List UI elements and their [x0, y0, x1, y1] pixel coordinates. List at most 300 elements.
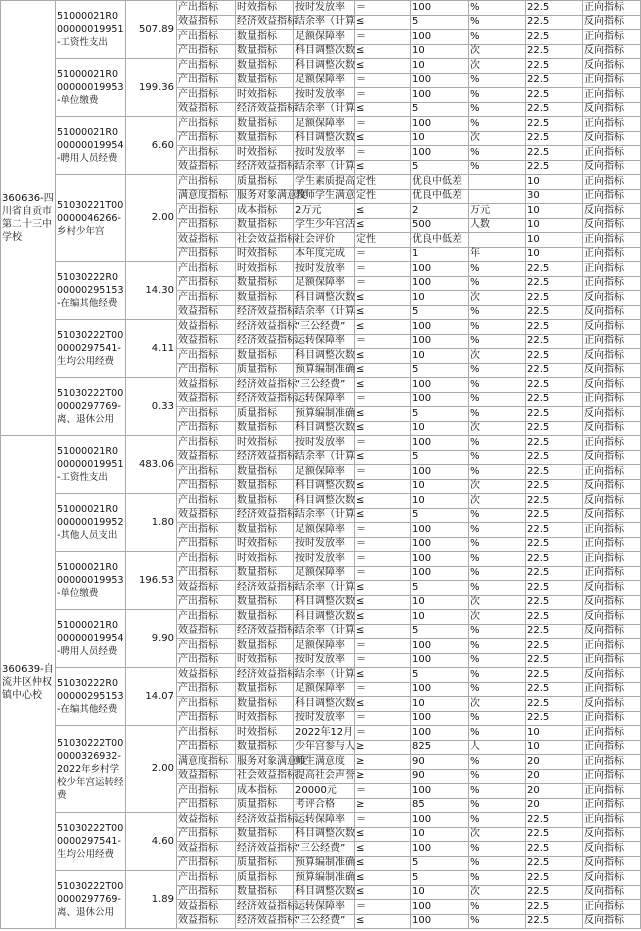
unit-cell: %	[469, 73, 526, 88]
target-value-cell: 100	[411, 726, 469, 741]
target-value-cell: 10	[411, 885, 469, 900]
operator-cell: ＝	[355, 639, 411, 654]
direction-cell: 正向指标	[583, 653, 641, 668]
indicator-level2-cell: 数量指标	[236, 465, 294, 480]
indicator-level1-cell: 产出指标	[177, 711, 236, 726]
indicator-level2-cell: 数量指标	[236, 44, 294, 59]
indicator-level1-cell: 产出指标	[177, 1, 236, 16]
project-amount-cell: 9.90	[126, 610, 177, 668]
weight-cell: 22.5	[526, 44, 583, 59]
indicator-level2-cell: 时效指标	[236, 653, 294, 668]
weight-cell: 22.5	[526, 436, 583, 451]
project-name-cell: 51000021R000000019954-聘用人员经费	[56, 117, 126, 175]
indicator-level2-cell: 经济效益指标	[236, 334, 294, 349]
unit-cell: 次	[469, 349, 526, 364]
unit-cell: 人数	[469, 218, 526, 233]
target-value-cell: 100	[411, 320, 469, 335]
indicator-level2-cell: 数量指标	[236, 740, 294, 755]
indicator-name-cell: 运转保障率	[294, 392, 355, 407]
indicator-name-cell: 科目调整次数	[294, 479, 355, 494]
operator-cell: ＝	[355, 262, 411, 277]
operator-cell: ≤	[355, 349, 411, 364]
target-value-cell: 5	[411, 363, 469, 378]
indicator-name-cell: 按时发放率	[294, 552, 355, 567]
indicator-name-cell: 结余率（计算	[294, 450, 355, 465]
indicator-level1-cell: 满意度指标	[177, 189, 236, 204]
indicator-name-cell: 足额保障率	[294, 276, 355, 291]
indicator-level1-cell: 产出指标	[177, 73, 236, 88]
project-amount-cell: 1.80	[126, 494, 177, 552]
target-value-cell: 5	[411, 871, 469, 886]
operator-cell: ≤	[355, 450, 411, 465]
indicator-level2-cell: 数量指标	[236, 59, 294, 74]
indicator-level2-cell: 数量指标	[236, 494, 294, 509]
direction-cell: 反向指标	[583, 479, 641, 494]
target-value-cell: 100	[411, 465, 469, 480]
indicator-level2-cell: 质量指标	[236, 856, 294, 871]
target-value-cell: 10	[411, 421, 469, 436]
unit-cell	[469, 189, 526, 204]
target-value-cell: 100	[411, 813, 469, 828]
indicator-name-cell: 结余率（计算	[294, 15, 355, 30]
indicator-name-cell: 2万元	[294, 204, 355, 219]
indicator-name-cell: 按时发放率	[294, 146, 355, 161]
unit-cell: 次	[469, 131, 526, 146]
direction-cell: 反向指标	[583, 421, 641, 436]
weight-cell: 10	[526, 247, 583, 262]
indicator-level1-cell: 效益指标	[177, 842, 236, 857]
direction-cell: 正向指标	[583, 88, 641, 103]
operator-cell: ≤	[355, 610, 411, 625]
unit-cell: %	[469, 813, 526, 828]
project-name-cell: 51030222T000000297541-生均公用经费	[56, 813, 126, 871]
unit-cell: %	[469, 117, 526, 132]
indicator-name-cell: “三公经费”	[294, 378, 355, 393]
target-value-cell: 5	[411, 160, 469, 175]
target-value-cell: 100	[411, 900, 469, 915]
indicator-level1-cell: 产出指标	[177, 523, 236, 538]
indicator-level1-cell: 产出指标	[177, 697, 236, 712]
project-name-cell: 51000021R000000019951-工资性支出	[56, 1, 126, 59]
unit-cell: %	[469, 581, 526, 596]
indicator-level1-cell: 效益指标	[177, 668, 236, 683]
project-name-cell: 51030222T000000297769-离、退休公用	[56, 871, 126, 929]
direction-cell: 正向指标	[583, 30, 641, 45]
weight-cell: 22.5	[526, 421, 583, 436]
target-value-cell: 10	[411, 697, 469, 712]
indicator-level1-cell: 产出指标	[177, 871, 236, 886]
direction-cell: 正向指标	[583, 726, 641, 741]
direction-cell: 正向指标	[583, 436, 641, 451]
indicator-name-cell: 足额保障率	[294, 465, 355, 480]
indicator-level1-cell: 产出指标	[177, 856, 236, 871]
weight-cell: 22.5	[526, 407, 583, 422]
indicator-name-cell: 足额保障率	[294, 73, 355, 88]
operator-cell: ≤	[355, 407, 411, 422]
operator-cell: ≤	[355, 218, 411, 233]
direction-cell: 反向指标	[583, 349, 641, 364]
weight-cell: 22.5	[526, 392, 583, 407]
operator-cell: ≥	[355, 769, 411, 784]
indicator-level1-cell: 效益指标	[177, 233, 236, 248]
target-value-cell: 100	[411, 436, 469, 451]
weight-cell: 10	[526, 726, 583, 741]
indicator-level2-cell: 社会效益指标	[236, 769, 294, 784]
weight-cell: 22.5	[526, 523, 583, 538]
operator-cell: ≤	[355, 320, 411, 335]
target-value-cell: 100	[411, 88, 469, 103]
target-value-cell: 100	[411, 30, 469, 45]
operator-cell: ＝	[355, 1, 411, 16]
target-value-cell: 100	[411, 842, 469, 857]
unit-cell: 年	[469, 247, 526, 262]
target-value-cell: 10	[411, 610, 469, 625]
weight-cell: 22.5	[526, 682, 583, 697]
weight-cell: 22.5	[526, 813, 583, 828]
project-amount-cell: 0.33	[126, 378, 177, 436]
weight-cell: 22.5	[526, 856, 583, 871]
target-value-cell: 100	[411, 914, 469, 929]
indicator-name-cell: 20000元	[294, 784, 355, 799]
weight-cell: 10	[526, 233, 583, 248]
unit-cell: 次	[469, 479, 526, 494]
direction-cell: 反向指标	[583, 595, 641, 610]
table-row	[1, 813, 641, 828]
weight-cell: 22.5	[526, 276, 583, 291]
indicator-level2-cell: 数量指标	[236, 421, 294, 436]
target-value-cell: 100	[411, 682, 469, 697]
indicator-level1-cell: 产出指标	[177, 421, 236, 436]
indicator-name-cell: 预算编制准确	[294, 407, 355, 422]
unit-cell: %	[469, 392, 526, 407]
indicator-name-cell: 师生满意度	[294, 755, 355, 770]
operator-cell: ≤	[355, 479, 411, 494]
direction-cell: 正向指标	[583, 392, 641, 407]
direction-cell: 反向指标	[583, 218, 641, 233]
target-value-cell: 100	[411, 392, 469, 407]
indicator-name-cell: 少年宫参与人	[294, 740, 355, 755]
direction-cell: 正向指标	[583, 262, 641, 277]
indicator-level1-cell: 效益指标	[177, 15, 236, 30]
indicator-level1-cell: 产出指标	[177, 349, 236, 364]
indicator-level2-cell: 经济效益指标	[236, 320, 294, 335]
weight-cell: 22.5	[526, 117, 583, 132]
indicator-level2-cell: 数量指标	[236, 827, 294, 842]
unit-cell: %	[469, 856, 526, 871]
operator-cell: ≤	[355, 291, 411, 306]
indicator-level2-cell: 经济效益指标	[236, 102, 294, 117]
indicator-level2-cell: 数量指标	[236, 349, 294, 364]
indicator-table-body	[1, 1, 641, 929]
indicator-name-cell: 科目调整次数	[294, 610, 355, 625]
project-name-cell: 51030221T000000046266-乡村少年宫	[56, 175, 126, 262]
indicator-level1-cell: 产出指标	[177, 276, 236, 291]
direction-cell: 正向指标	[583, 117, 641, 132]
unit-cell: %	[469, 465, 526, 480]
unit-cell: %	[469, 537, 526, 552]
weight-cell: 22.5	[526, 639, 583, 654]
unit-cell: 次	[469, 885, 526, 900]
indicator-level2-cell: 服务对象满意度	[236, 189, 294, 204]
operator-cell: ＝	[355, 88, 411, 103]
operator-cell: 定性	[355, 175, 411, 190]
target-value-cell: 10	[411, 131, 469, 146]
project-name-cell: 51030222R000000295153-在编其他经费	[56, 262, 126, 320]
indicator-level1-cell: 产出指标	[177, 436, 236, 451]
indicator-level2-cell: 成本指标	[236, 784, 294, 799]
indicator-level2-cell: 数量指标	[236, 566, 294, 581]
indicator-level1-cell: 效益指标	[177, 320, 236, 335]
operator-cell: ＝	[355, 537, 411, 552]
weight-cell: 22.5	[526, 914, 583, 929]
indicator-level2-cell: 数量指标	[236, 117, 294, 132]
weight-cell: 30	[526, 189, 583, 204]
direction-cell: 反向指标	[583, 204, 641, 219]
direction-cell: 正向指标	[583, 537, 641, 552]
target-value-cell: 100	[411, 566, 469, 581]
weight-cell: 22.5	[526, 566, 583, 581]
project-name-cell: 51030222T000000297769-离、退休公用	[56, 378, 126, 436]
unit-cell	[469, 233, 526, 248]
direction-cell: 正向指标	[583, 189, 641, 204]
indicator-level1-cell: 产出指标	[177, 682, 236, 697]
indicator-name-cell: 结余率（计算	[294, 668, 355, 683]
indicator-name-cell: 运转保障率	[294, 813, 355, 828]
table-row	[1, 436, 641, 451]
target-value-cell: 优良中低差	[411, 189, 469, 204]
direction-cell: 正向指标	[583, 276, 641, 291]
project-amount-cell: 14.30	[126, 262, 177, 320]
indicator-level1-cell: 效益指标	[177, 334, 236, 349]
target-value-cell: 100	[411, 537, 469, 552]
unit-cell: 次	[469, 494, 526, 509]
operator-cell: ≤	[355, 102, 411, 117]
direction-cell: 反向指标	[583, 305, 641, 320]
indicator-level2-cell: 质量指标	[236, 407, 294, 422]
indicator-name-cell: 结余率（计算	[294, 160, 355, 175]
project-amount-cell: 6.60	[126, 117, 177, 175]
weight-cell: 22.5	[526, 88, 583, 103]
unit-cell: %	[469, 30, 526, 45]
direction-cell: 反向指标	[583, 102, 641, 117]
indicator-level2-cell: 经济效益指标	[236, 624, 294, 639]
target-value-cell: 90	[411, 755, 469, 770]
weight-cell: 22.5	[526, 465, 583, 480]
unit-cell: %	[469, 523, 526, 538]
project-amount-cell: 199.36	[126, 59, 177, 117]
indicator-name-cell: “三公经费”	[294, 914, 355, 929]
table-row	[1, 117, 641, 132]
table-row	[1, 175, 641, 190]
unit-cell	[469, 175, 526, 190]
indicator-level2-cell: 数量指标	[236, 131, 294, 146]
direction-cell: 反向指标	[583, 668, 641, 683]
target-value-cell: 1	[411, 247, 469, 262]
indicator-level2-cell: 经济效益指标	[236, 914, 294, 929]
indicator-level1-cell: 产出指标	[177, 566, 236, 581]
indicator-name-cell: 预算编制准确	[294, 856, 355, 871]
table-row	[1, 1, 641, 16]
indicator-name-cell: 结余率（计算	[294, 305, 355, 320]
unit-cell: %	[469, 798, 526, 813]
target-value-cell: 10	[411, 44, 469, 59]
weight-cell: 22.5	[526, 102, 583, 117]
operator-cell: ≤	[355, 827, 411, 842]
weight-cell: 10	[526, 218, 583, 233]
unit-cell: %	[469, 320, 526, 335]
indicator-level1-cell: 产出指标	[177, 175, 236, 190]
indicator-level1-cell: 产出指标	[177, 204, 236, 219]
operator-cell: ≤	[355, 668, 411, 683]
unit-cell: 次	[469, 827, 526, 842]
indicator-name-cell: 科目调整次数	[294, 131, 355, 146]
operator-cell: ≤	[355, 581, 411, 596]
project-amount-cell: 4.11	[126, 320, 177, 378]
direction-cell: 正向指标	[583, 146, 641, 161]
direction-cell: 正向指标	[583, 233, 641, 248]
direction-cell: 反向指标	[583, 508, 641, 523]
indicator-name-cell: 按时发放率	[294, 262, 355, 277]
project-name-cell: 51000021R000000019951-工资性支出	[56, 436, 126, 494]
indicator-level2-cell: 数量指标	[236, 479, 294, 494]
weight-cell: 22.5	[526, 334, 583, 349]
indicator-name-cell: 结余率（计算	[294, 102, 355, 117]
target-value-cell: 优良中低差	[411, 233, 469, 248]
indicator-name-cell: 学生素质提高	[294, 175, 355, 190]
indicator-level1-cell: 效益指标	[177, 102, 236, 117]
weight-cell: 22.5	[526, 610, 583, 625]
operator-cell: ＝	[355, 523, 411, 538]
target-value-cell: 100	[411, 378, 469, 393]
target-value-cell: 90	[411, 769, 469, 784]
indicator-level2-cell: 经济效益指标	[236, 813, 294, 828]
indicator-level2-cell: 成本指标	[236, 204, 294, 219]
indicator-level1-cell: 效益指标	[177, 160, 236, 175]
weight-cell: 10	[526, 740, 583, 755]
unit-cell: 人	[469, 740, 526, 755]
operator-cell: ≤	[355, 160, 411, 175]
indicator-name-cell: 考评合格	[294, 798, 355, 813]
indicator-name-cell: 运转保障率	[294, 334, 355, 349]
operator-cell: ＝	[355, 73, 411, 88]
target-value-cell: 100	[411, 73, 469, 88]
target-value-cell: 5	[411, 102, 469, 117]
weight-cell: 22.5	[526, 711, 583, 726]
direction-cell: 反向指标	[583, 131, 641, 146]
direction-cell: 反向指标	[583, 363, 641, 378]
weight-cell: 22.5	[526, 581, 583, 596]
indicator-level2-cell: 经济效益指标	[236, 581, 294, 596]
operator-cell: ＝	[355, 900, 411, 915]
indicator-level1-cell: 产出指标	[177, 30, 236, 45]
unit-cell: %	[469, 15, 526, 30]
operator-cell: ≤	[355, 856, 411, 871]
project-amount-cell: 4.60	[126, 813, 177, 871]
indicator-level1-cell: 产出指标	[177, 407, 236, 422]
target-value-cell: 100	[411, 653, 469, 668]
operator-cell: ＝	[355, 726, 411, 741]
indicator-level2-cell: 时效指标	[236, 711, 294, 726]
operator-cell: ≤	[355, 131, 411, 146]
indicator-name-cell: 社会评价	[294, 233, 355, 248]
table-row	[1, 552, 641, 567]
indicator-name-cell: 足额保障率	[294, 682, 355, 697]
direction-cell: 正向指标	[583, 523, 641, 538]
unit-cell: %	[469, 769, 526, 784]
direction-cell: 正向指标	[583, 813, 641, 828]
indicator-level2-cell: 经济效益指标	[236, 900, 294, 915]
table-row	[1, 320, 641, 335]
indicator-level1-cell: 效益指标	[177, 378, 236, 393]
weight-cell: 22.5	[526, 595, 583, 610]
indicator-level2-cell: 数量指标	[236, 885, 294, 900]
table-row	[1, 871, 641, 886]
target-value-cell: 5	[411, 581, 469, 596]
target-value-cell: 10	[411, 479, 469, 494]
project-name-cell: 51030222T000000326932-2022年乡村学校少年宫运转经费	[56, 726, 126, 813]
operator-cell: ＝	[355, 552, 411, 567]
weight-cell: 22.5	[526, 450, 583, 465]
operator-cell: ≤	[355, 871, 411, 886]
indicator-level1-cell: 产出指标	[177, 537, 236, 552]
indicator-name-cell: 科目调整次数	[294, 291, 355, 306]
indicator-level1-cell: 产出指标	[177, 146, 236, 161]
indicator-name-cell: 预算编制准确	[294, 871, 355, 886]
indicator-name-cell: “三公经费”	[294, 320, 355, 335]
indicator-level1-cell: 产出指标	[177, 131, 236, 146]
operator-cell: ＝	[355, 682, 411, 697]
indicator-level2-cell: 数量指标	[236, 523, 294, 538]
indicator-level1-cell: 产出指标	[177, 363, 236, 378]
indicator-name-cell: 科目调整次数	[294, 827, 355, 842]
operator-cell: ＝	[355, 436, 411, 451]
target-value-cell: 100	[411, 262, 469, 277]
target-value-cell: 10	[411, 494, 469, 509]
weight-cell: 22.5	[526, 305, 583, 320]
weight-cell: 22.5	[526, 59, 583, 74]
project-amount-cell: 2.00	[126, 175, 177, 262]
direction-cell: 反向指标	[583, 160, 641, 175]
unit-cell: %	[469, 668, 526, 683]
project-name-cell: 51000021R000000019953-单位缴费	[56, 59, 126, 117]
weight-cell: 22.5	[526, 349, 583, 364]
target-value-cell: 10	[411, 59, 469, 74]
indicator-name-cell: “三公经费”	[294, 842, 355, 857]
indicator-level2-cell: 质量指标	[236, 798, 294, 813]
indicator-name-cell: 足额保障率	[294, 117, 355, 132]
unit-cell: %	[469, 755, 526, 770]
weight-cell: 22.5	[526, 30, 583, 45]
indicator-level2-cell: 经济效益指标	[236, 305, 294, 320]
direction-cell: 正向指标	[583, 465, 641, 480]
indicator-level1-cell: 效益指标	[177, 813, 236, 828]
indicator-level2-cell: 数量指标	[236, 682, 294, 697]
weight-cell: 20	[526, 769, 583, 784]
operator-cell: ≤	[355, 697, 411, 712]
weight-cell: 22.5	[526, 697, 583, 712]
direction-cell: 反向指标	[583, 842, 641, 857]
indicator-level1-cell: 产出指标	[177, 218, 236, 233]
weight-cell: 22.5	[526, 668, 583, 683]
unit-cell: 次	[469, 697, 526, 712]
weight-cell: 22.5	[526, 871, 583, 886]
direction-cell: 反向指标	[583, 494, 641, 509]
target-value-cell: 100	[411, 146, 469, 161]
weight-cell: 22.5	[526, 827, 583, 842]
operator-cell: ＝	[355, 784, 411, 799]
indicator-level1-cell: 产出指标	[177, 262, 236, 277]
unit-cell: 次	[469, 595, 526, 610]
